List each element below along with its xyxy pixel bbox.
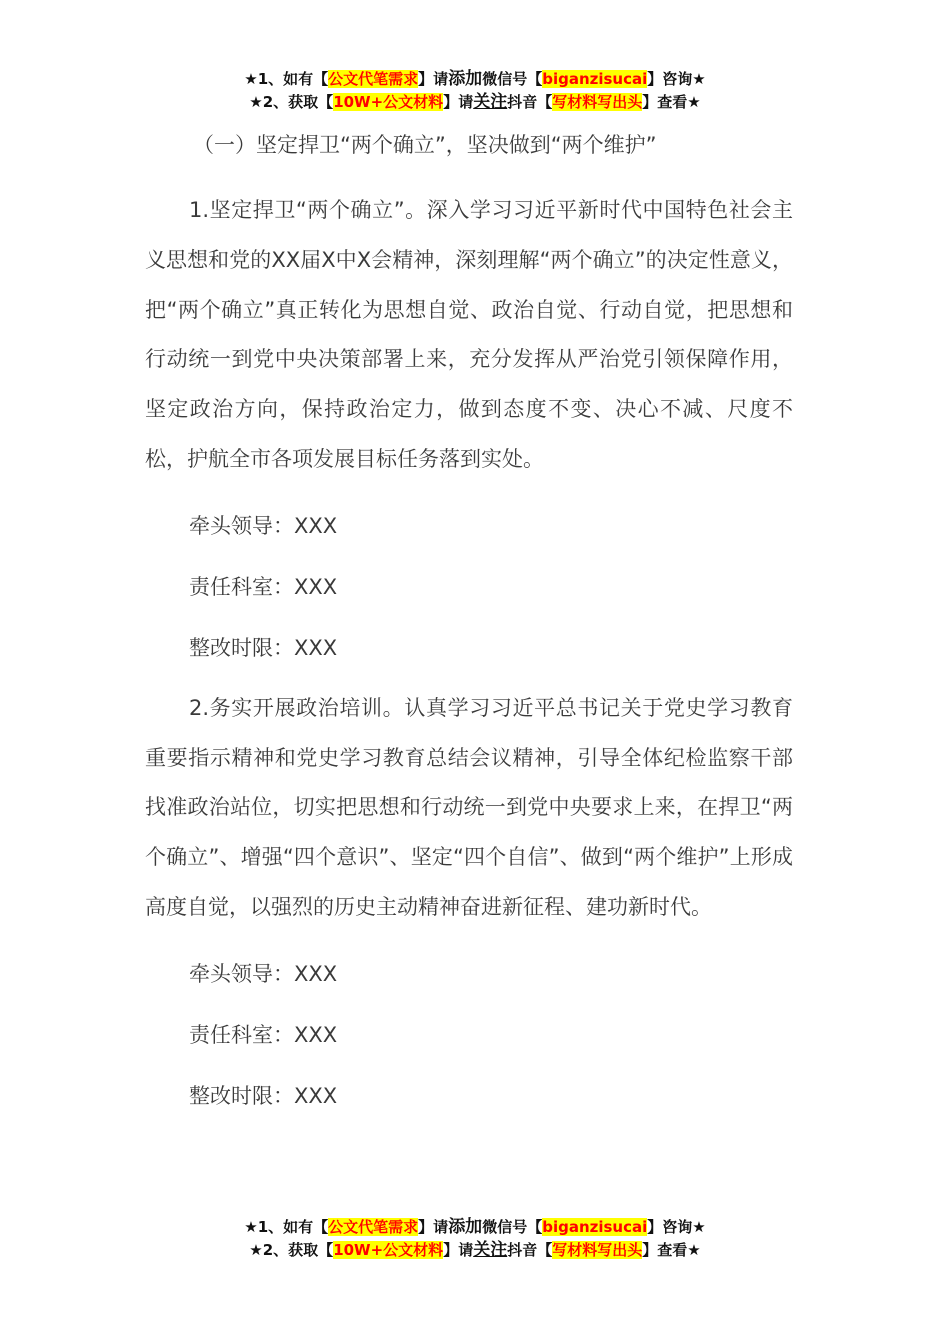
- banner-line-2: [0, 91, 950, 114]
- banner-text: 】请: [418, 1218, 449, 1236]
- banner-text: ★1、如有【: [244, 70, 329, 88]
- banner-text: ★2、获取【: [249, 1241, 334, 1259]
- document-body: [145, 125, 793, 1116]
- banner-highlight: 公文代笔需求: [328, 70, 419, 88]
- banner-highlight: 10W+公文材料: [333, 1241, 444, 1259]
- banner-text: 抖音【: [507, 93, 553, 111]
- responsible-dept: 责任科室：XXX: [189, 574, 338, 599]
- section-heading: （一）坚定捍卫“两个确立”，坚决做到“两个维护”: [193, 133, 657, 157]
- banner-highlight: 10W+公文材料: [333, 93, 444, 111]
- banner-text: 】查看★: [642, 93, 701, 111]
- banner-line-1: [0, 1216, 950, 1239]
- banner-text: 】查看★: [642, 1241, 701, 1259]
- banner-highlight: 写材料写出头: [552, 1241, 643, 1259]
- deadline: 整改时限：XXX: [189, 635, 338, 660]
- task-section-2: [145, 684, 793, 1116]
- banner-emphasis: 添加: [448, 1217, 483, 1237]
- banner-text: 】请: [443, 93, 474, 111]
- banner-text: 微信号【: [482, 1218, 543, 1236]
- lead-leader: 牵头领导：XXX: [189, 961, 338, 986]
- banner-emphasis: 关注: [473, 1240, 508, 1260]
- banner-text: 】请: [443, 1241, 474, 1259]
- banner-text: 】请: [418, 70, 449, 88]
- banner-highlight: 公文代笔需求: [328, 1218, 419, 1236]
- task-paragraph: 1.坚定捍卫“两个确立”。深入学习习近平新时代中国特色社会主义思想和党的XX届X中X会精神，深刻理解“两个确立”的决定性意义，把“两个确立”真正转化为思想自觉、政治自觉、行动自觉，把思想和行动统一到党中央决策部署上来，充分发挥从严治党引领保障作用，坚定政治方向，保持政治定力，做到态度不变、决心不减、尺度不松，护航全市各项发展目标任务落到实处。: [145, 198, 793, 471]
- banner-text: ★2、获取【: [249, 93, 334, 111]
- task-section-1: [145, 186, 793, 668]
- banner-text: 】咨询★: [647, 1218, 706, 1236]
- deadline: 整改时限：XXX: [189, 1083, 338, 1108]
- responsible-dept: 责任科室：XXX: [189, 1022, 338, 1047]
- banner-line-2: [0, 1239, 950, 1262]
- banner-highlight: biganzisucai: [542, 70, 648, 88]
- banner-emphasis: 添加: [448, 69, 483, 89]
- banner-text: 抖音【: [507, 1241, 553, 1259]
- banner-text: 微信号【: [482, 70, 543, 88]
- banner-text: 】咨询★: [647, 70, 706, 88]
- task-paragraph: 2.务实开展政治培训。认真学习习近平总书记关于党史学习教育重要指示精神和党史学习教育总结会议精神，引导全体纪检监察干部找准政治站位，切实把思想和行动统一到党中央要求上来，在捍卫“两个确立”、增强“四个意识”、坚定“四个自信”、做到“两个维护”上形成高度自觉，以强烈的历史主动精神奋进新征程、建功新时代。: [145, 695, 793, 919]
- banner-highlight: biganzisucai: [542, 1218, 648, 1236]
- banner-line-1: [0, 68, 950, 91]
- banner-emphasis: 关注: [473, 92, 508, 112]
- banner-text: ★1、如有【: [244, 1218, 329, 1236]
- footer-banner: [0, 1216, 950, 1262]
- lead-leader: 牵头领导：XXX: [189, 513, 338, 538]
- header-banner: [0, 68, 950, 114]
- banner-highlight: 写材料写出头: [552, 93, 643, 111]
